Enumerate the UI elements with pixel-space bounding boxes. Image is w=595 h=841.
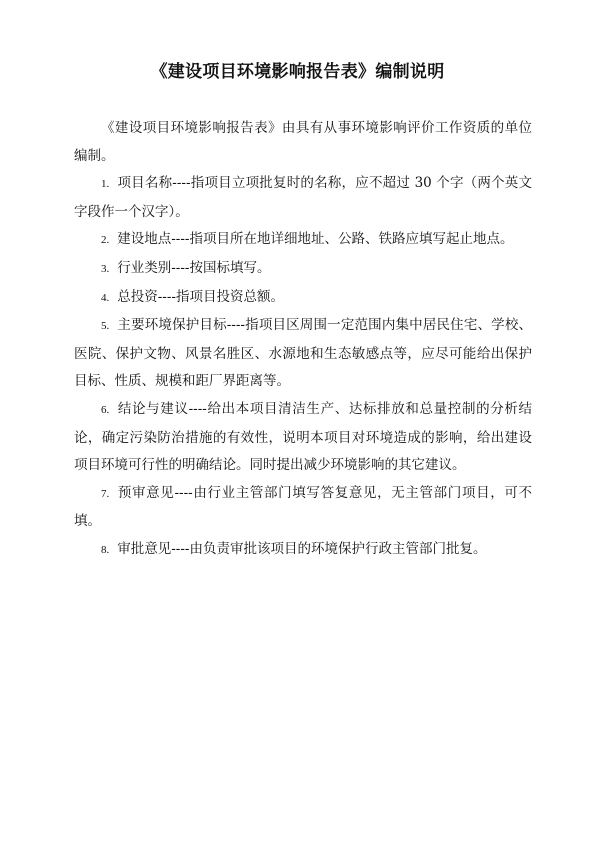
item-number: 2. (101, 234, 110, 247)
item-number: 1. (101, 178, 110, 191)
list-item (74, 480, 532, 536)
list-item (74, 170, 532, 226)
document-body (74, 115, 532, 565)
intro-paragraph: 《建设项目环境影响报告表》由具有从事环境影响评价工作资质的单位编制。 (74, 120, 532, 164)
item-text: 审批意见----由负责审批该项目的环境保护行政主管部门批复。 (117, 540, 487, 557)
item-text: 项目名称----指项目立项批复时的名称，应不超过 30 个字（两个英文字段作一个汉字）。 (74, 175, 532, 220)
item-text: 结论与建议----给出本项目清洁生产、达标排放和总量控制的分析结论，确定污染防治措施的有效性，说明本项目对环境造成的影响，给出建设项目环境可行性的明确结论。同时提出减少环境影响的其它建议。 (74, 400, 532, 474)
item-text: 建设地点----指项目所在地详细地址、公路、铁路应填写起止地点。 (117, 231, 514, 248)
list-item (74, 284, 532, 313)
item-text: 预审意见----由行业主管部门填写答复意见，无主管部门项目，可不填。 (74, 484, 532, 530)
list-item (74, 536, 532, 565)
document-title: 《建设项目环境影响报告表》编制说明 (150, 62, 445, 82)
item-text: 总投资----指项目投资总额。 (117, 288, 284, 305)
item-number: 5. (101, 320, 110, 333)
item-number: 7. (101, 487, 110, 500)
item-number: 8. (101, 543, 110, 556)
item-text: 行业类别----按国标填写。 (117, 259, 271, 276)
item-number: 4. (101, 291, 110, 304)
list-item (74, 396, 532, 480)
list-item (74, 312, 532, 396)
item-number: 6. (101, 403, 110, 416)
item-number: 3. (101, 262, 110, 275)
list-item (74, 255, 532, 284)
list-item (74, 226, 532, 255)
item-text: 主要环境保护目标----指项目区周围一定范围内集中居民住宅、学校、医院、保护文物、风景名胜区、水源地和生态敏感点等，应尽可能给出保护目标、性质、规模和距厂界距离等。 (74, 317, 532, 390)
